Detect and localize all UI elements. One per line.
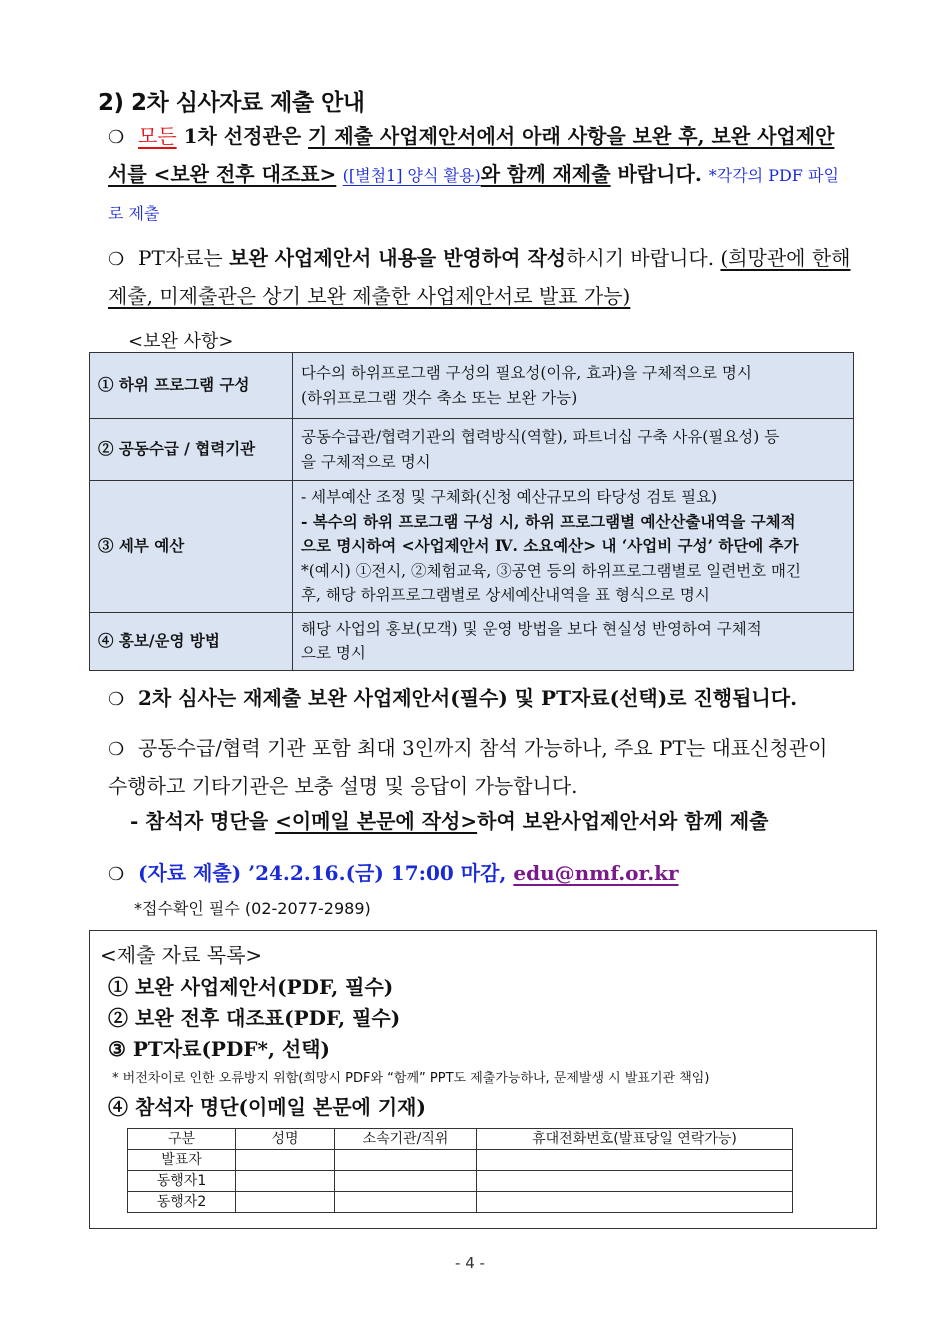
bullet-icon: ❍ xyxy=(108,249,125,270)
affiliation-cell[interactable] xyxy=(335,1150,477,1171)
bullet-icon: ❍ xyxy=(108,864,125,885)
bullet-icon: ❍ xyxy=(108,127,125,148)
paragraph-deadline: ❍ (자료 제출) ’24.2.16.(금) 17:00 마감, edu@nmf.or.kr xyxy=(108,855,853,893)
list-item: ② 보완 전후 대조표(PDF, 필수) xyxy=(108,1006,401,1030)
bullet-icon: ❍ xyxy=(108,739,125,760)
phone-cell[interactable] xyxy=(477,1192,793,1213)
table-header-row: 구분 성명 소속기관/직위 휴대전화번호(발표당일 연락가능) xyxy=(128,1129,793,1150)
paragraph-pt: ❍ PT자료는 보완 사업제안서 내용을 반영하여 작성하시기 바랍니다. (희망관에 한해 제출, 미제출관은 상기 보완 제출한 사업제안서로 발표 가능) xyxy=(108,240,853,315)
row-header: ② 공동수급 / 협력기관 xyxy=(90,419,293,481)
table-row xyxy=(90,481,854,613)
row-content: - 세부예산 조정 및 구체화(신청 예산규모의 타당성 검토 필요) - 복수의 하위 프로그램 구성 시, 하위 프로그램별 예산산출내역을 구체적 으로 명시하여 <사업제안서 Ⅳ. 소요예산> 내 ‘사업비 구성’ 하단에 추가 *(예시) ①전시, ②체험교육, ③공연 등의 하위프로그램별로 일련번호 매긴 후, 해당 하위프로그램별로 상세예산내역을 표 형식으로 명시 xyxy=(293,481,854,613)
section-title: 2) 2차 심사자료 제출 안내 xyxy=(98,90,365,116)
highlight-all: 모든 xyxy=(138,124,177,148)
row-content: 해당 사업의 홍보(모객) 및 운영 방법을 보다 현실성 반영하여 구체적 으로 명시 xyxy=(293,612,854,670)
row-content: 다수의 하위프로그램 구성의 필요성(이유, 효과)을 구체적으로 명시 (하위프로그램 갯수 축소 또는 보완 가능) xyxy=(293,353,854,419)
email-link[interactable]: edu@nmf.or.kr xyxy=(513,861,679,885)
name-cell[interactable] xyxy=(236,1192,335,1213)
list-item: ④ 참석자 명단(이메일 본문에 기재) xyxy=(108,1095,426,1119)
row-content: 공동수급관/협력기관의 협력방식(역할), 파트너십 구축 사유(필요성) 등 을 구체적으로 명시 xyxy=(293,419,854,481)
paragraph-attendance: ❍ 공동수급/협력 기관 포함 최대 3인까지 참석 가능하나, 주요 PT는 대표신청관이 수행하고 기타기관은 보충 설명 및 응답이 가능합니다. xyxy=(108,730,853,805)
row-header: ④ 홍보/운영 방법 xyxy=(90,612,293,670)
affiliation-cell[interactable] xyxy=(335,1171,477,1192)
attachment-ref: ([별첨1] 양식 활용) xyxy=(342,166,481,185)
paragraph-review: ❍ 2차 심사는 재제출 보완 사업제안서(필수) 및 PT자료(선택)로 진행됩니다. xyxy=(108,680,853,718)
page-number: - 4 - xyxy=(455,1254,485,1272)
receipt-note: *접수확인 필수 (02-2077-2989) xyxy=(134,899,371,918)
list-item: ① 보완 사업제안서(PDF, 필수) xyxy=(108,975,394,999)
table-row xyxy=(90,353,854,419)
table-row: 발표자 xyxy=(128,1150,793,1171)
attendee-note: - 참석자 명단을 <이메일 본문에 작성>하여 보완사업제안서와 함께 제출 xyxy=(130,809,769,833)
bullet-icon: ❍ xyxy=(108,689,125,710)
submission-box xyxy=(89,930,877,1229)
table-row: 동행자2 xyxy=(128,1192,793,1213)
table-row: 동행자1 xyxy=(128,1171,793,1192)
revision-table xyxy=(89,352,854,671)
name-cell[interactable] xyxy=(236,1171,335,1192)
paragraph-resubmit: ❍ 모든 1차 선정관은 기 제출 사업제안서에서 아래 사항을 보완 후, 보완 사업제안서를 <보완 전후 대조표> ([별첨1] 양식 활용)와 함께 재제출 바랍니다. *각각의 PDF 파일로 제출 xyxy=(108,118,853,232)
name-cell[interactable] xyxy=(236,1150,335,1171)
phone-cell[interactable] xyxy=(477,1171,793,1192)
list-item: ③ PT자료(PDF*, 선택) xyxy=(108,1037,330,1061)
revision-label: <보완 사항> xyxy=(90,330,294,354)
row-header: ③ 세부 예산 xyxy=(90,481,293,613)
pdf-note: *각각의 PDF 파일로 제출 xyxy=(108,166,839,223)
row-header: ① 하위 프로그램 구성 xyxy=(90,353,293,419)
footnote: * 버전차이로 인한 오류방지 위함(희망시 PDF와 “함께” PPT도 제출가능하나, 문제발생 시 발표기관 책임) xyxy=(112,1071,710,1086)
table-row xyxy=(90,612,854,670)
table-row xyxy=(90,419,854,481)
attendee-table xyxy=(127,1128,793,1213)
box-title: <제출 자료 목록> xyxy=(100,943,263,967)
phone-cell[interactable] xyxy=(477,1150,793,1171)
affiliation-cell[interactable] xyxy=(335,1192,477,1213)
